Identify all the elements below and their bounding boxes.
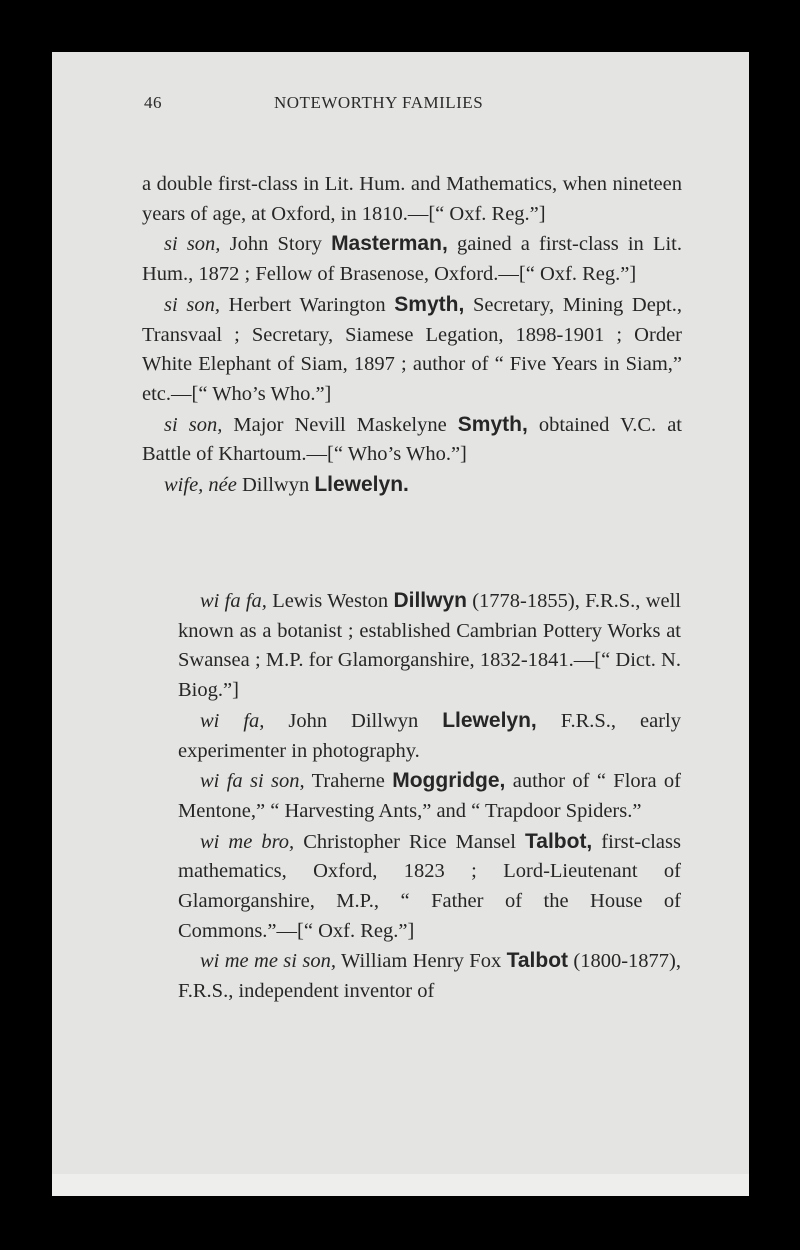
page-title: NOTEWORTHY FAMILIES bbox=[274, 93, 484, 112]
entry-christopher-talbot: wi me bro, Christopher Rice Mansel Talbot, first-class mathematics, Oxford, 1823 ; Lord-Lieutenant of Glamorganshire, M.P., “ Father of the House of Commons.”—[“ Oxf. Reg.”] bbox=[178, 829, 681, 942]
entry-william-talbot: wi me me si son, William Henry Fox Talbot (1800-1877), F.R.S., independent inventor of bbox=[178, 949, 681, 1003]
entry-nevill-smyth: si son, Major Nevill Maskelyne Smyth, obtained V.C. at Battle of Khartoum.—[“ Who’s Who.”] bbox=[142, 412, 682, 466]
entry-llewelyn: wi fa, John Dillwyn Llewelyn, F.R.S., early experimenter in photography. bbox=[178, 708, 681, 762]
entry-herbert-smyth: si son, Herbert Warington Smyth, Secretary, Mining Dept., Transvaal ; Secretary, Siamese Legation, 1898-1901 ; Order White Elephant of Siam, 1897 ; author of “ Five Years in Siam,” etc.—[“ Who’s Who.”] bbox=[142, 292, 682, 405]
entry-masterman: si son, John Story Masterman, gained a first-class in Lit. Hum., 1872 ; Fellow of Brasenose, Oxford.—[“ Oxf. Reg.”] bbox=[142, 232, 682, 286]
page-number: 46 bbox=[144, 93, 162, 112]
sub-entries bbox=[178, 586, 681, 1007]
page-edge bbox=[52, 1174, 749, 1196]
main-entries bbox=[142, 170, 682, 501]
entry-dillwyn: wi fa fa, Lewis Weston Dillwyn (1778-1855), F.R.S., well known as a botanist ; established Cambrian Pottery Works at Swansea ; M.P. for Glamorganshire, 1832-1841.—[“ Dict. N. Biog.”] bbox=[178, 589, 681, 702]
entry-wife: wife, née Dillwyn Llewelyn. bbox=[164, 473, 409, 497]
entry-continuation: a double first-class in Lit. Hum. and Mathematics, when nineteen years of age, at Oxford, in 1810.—[“ Oxf. Reg.”] bbox=[142, 173, 682, 225]
entry-moggridge: wi fa si son, Traherne Moggridge, author of “ Flora of Mentone,” “ Harvesting Ants,” and “ Trapdoor Spiders.” bbox=[178, 769, 681, 822]
